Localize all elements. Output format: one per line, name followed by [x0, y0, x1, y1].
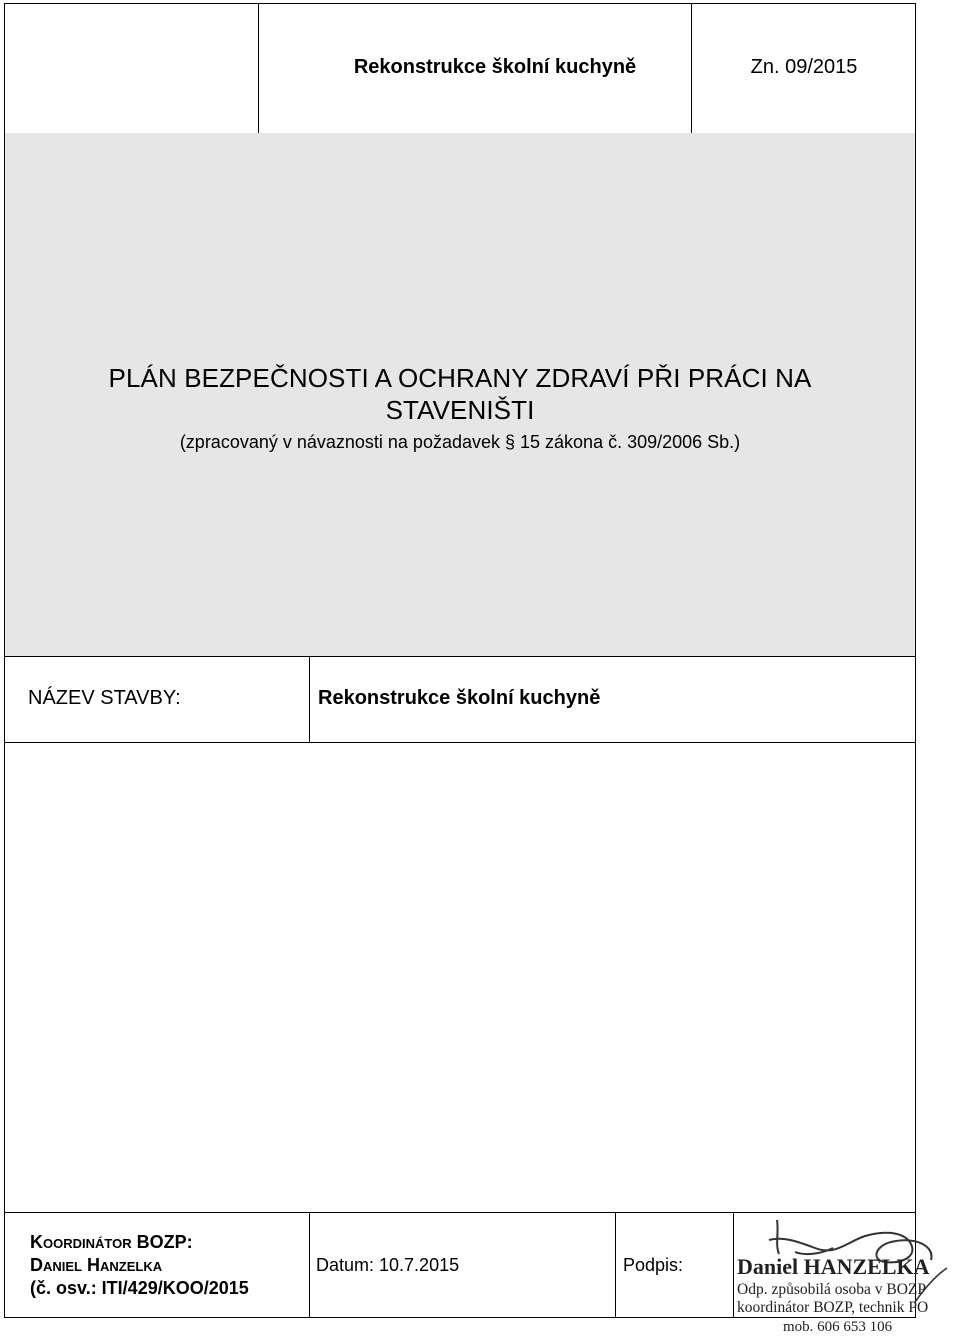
project-name-label: NÁZEV STAVBY:	[28, 687, 181, 709]
document-title-line2: STAVENIŠTI	[385, 395, 535, 425]
project-row-bottom-rule	[4, 742, 916, 743]
header-project-title: Rekonstrukce školní kuchyně	[353, 56, 637, 78]
header-divider-left	[258, 3, 259, 133]
document-subtitle: (zpracovaný v návaznosti na požadavek § 15 zákona č. 309/2006 Sb.)	[179, 432, 741, 452]
coordinator-label: Koordinátor BOZP:	[30, 1232, 193, 1252]
signature-label: Podpis:	[623, 1255, 684, 1275]
footer-divider-3	[733, 1212, 734, 1318]
header-reference: Zn. 09/2015	[750, 56, 858, 78]
stamp-line-3: koordinátor BOZP, technik PO	[737, 1299, 929, 1316]
document-title	[5, 362, 915, 426]
stamp-line-2: Odp. způsobilá osoba v BOZP	[737, 1281, 927, 1298]
footer-divider-2	[615, 1212, 616, 1318]
project-row-top-rule	[4, 656, 916, 657]
stamp-line-4: mob. 606 653 106	[783, 1319, 893, 1335]
project-row-divider	[309, 656, 310, 742]
footer-divider-1	[309, 1212, 310, 1318]
project-name-value: Rekonstrukce školní kuchyně	[318, 687, 601, 709]
document-date: Datum: 10.7.2015	[316, 1255, 460, 1275]
coordinator-block	[30, 1231, 249, 1300]
coordinator-name: Daniel Hanzelka	[30, 1255, 163, 1275]
signature-stamp	[735, 1212, 960, 1337]
document-title-line1: PLÁN BEZPEČNOSTI A OCHRANY ZDRAVÍ PŘI PRÁCI NA	[108, 363, 812, 393]
coordinator-certificate: (č. osv.: ITI/429/KOO/2015	[30, 1278, 249, 1298]
stamp-line-1: Daniel HANZELKA	[737, 1254, 930, 1279]
